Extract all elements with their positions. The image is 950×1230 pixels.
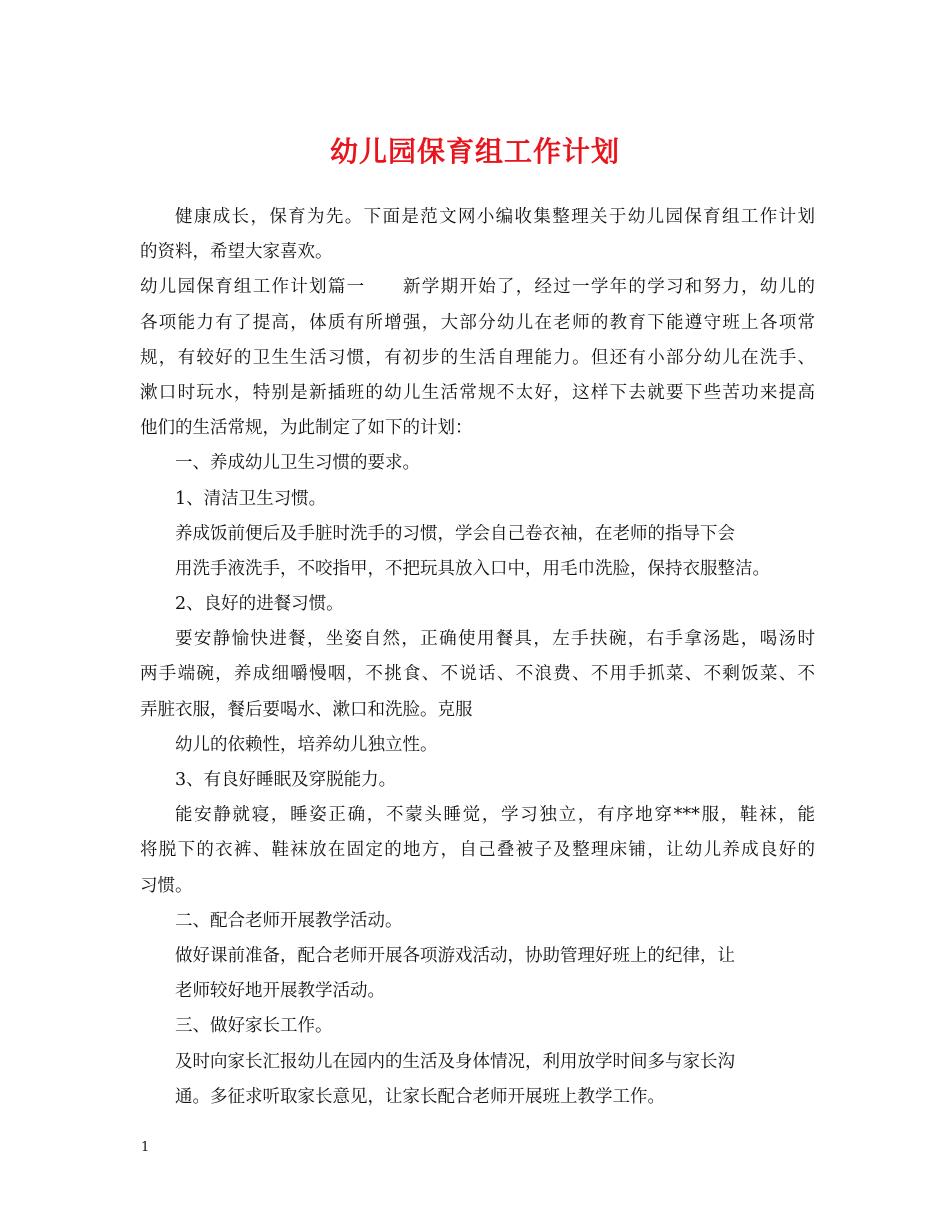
body-line: 各项能力有了提高，体质有所增强，大部分幼儿在老师的教育下能遵守班上各项常: [140, 312, 815, 333]
body-line: 通。多征求听取家长意见，让家长配合老师开展班上教学工作。: [175, 1086, 665, 1107]
body-line: 三、做好家长工作。: [175, 1016, 333, 1037]
body-line: 二、配合老师开展教学活动。: [175, 910, 403, 931]
body-line: 及时向家长汇报幼儿在园内的生活及身体情况，利用放学时间多与家长沟: [175, 1051, 735, 1072]
body-line: 习惯。: [140, 875, 193, 896]
body-line: 两手端碗，养成细嚼慢咽，不挑食、不说话、不浪费、不用手抓菜、不剩饭菜、不: [140, 664, 815, 685]
body-line: 要安静愉快进餐，坐姿自然，正确使用餐具，左手扶碗，右手拿汤匙，喝汤时: [175, 629, 815, 650]
body-line: 弄脏衣服，餐后要喝水、漱口和洗脸。克服: [140, 699, 473, 720]
body-line: 用洗手液洗手，不咬指甲，不把玩具放入口中，用毛巾洗脸，保持衣服整洁。: [175, 558, 770, 579]
body-line: 1、清洁卫生习惯。: [175, 488, 327, 509]
body-line: 规，有较好的卫生生活习惯，有初步的生活自理能力。但还有小部分幼儿在洗手、: [140, 347, 815, 368]
body-line: 养成饭前便后及手脏时洗手的习惯，学会自己卷衣袖，在老师的指导下会: [175, 523, 735, 544]
body-line: 健康成长，保育为先。下面是范文网小编收集整理关于幼儿园保育组工作计划: [175, 207, 815, 227]
document-body: [140, 200, 815, 1115]
body-line: 2、良好的进餐习惯。: [175, 594, 344, 615]
page-number: 1: [141, 1140, 150, 1155]
body-line: 幼儿园保育组工作计划篇一 新学期开始了，经过一学年的学习和努力，幼儿的: [140, 277, 815, 298]
body-line: 将脱下的衣裤、鞋袜放在固定的地方，自己叠被子及整理床铺，让幼儿养成良好的: [140, 840, 815, 861]
body-line: 漱口时玩水，特别是新插班的幼儿生活常规不太好，这样下去就要下些苦功来提高: [140, 382, 815, 403]
body-line: 他们的生活常规，为此制定了如下的计划：: [140, 418, 473, 439]
body-line: 一、养成幼儿卫生习惯的要求。: [175, 453, 420, 474]
body-line: 做好课前准备，配合老师开展各项游戏活动，协助管理好班上的纪律，让: [175, 945, 735, 966]
body-line: 幼儿的依赖性，培养幼儿独立性。: [175, 734, 438, 755]
body-line: 能安静就寝，睡姿正确，不蒙头睡觉，学习独立，有序地穿***服，鞋袜，能: [175, 805, 815, 826]
body-line: 老师较好地开展教学活动。: [175, 981, 385, 1002]
body-line: 的资料，希望大家喜欢。: [140, 242, 333, 263]
body-line: 3、有良好睡眠及穿脱能力。: [175, 770, 397, 790]
document-title: 幼儿园保育组工作计划: [329, 135, 620, 168]
